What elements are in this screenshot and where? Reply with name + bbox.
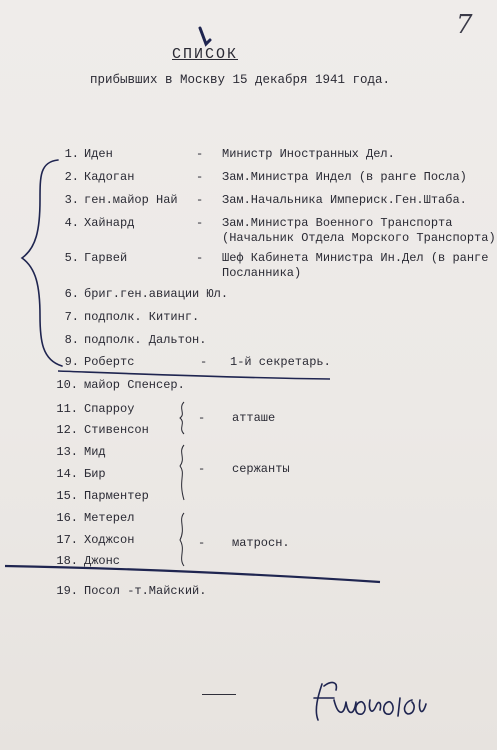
item-name: Мид (84, 445, 106, 459)
page-number: 7 (456, 10, 473, 40)
footer-dash (202, 694, 236, 695)
item-number: 6. (64, 287, 79, 301)
item-name: Посол -т.Майский. (84, 584, 207, 598)
small-brace (180, 445, 184, 500)
item-name: бриг.ген.авиации Юл. (84, 287, 229, 301)
item-name: Ходжсон (84, 533, 135, 547)
group-label: матросн. (232, 536, 290, 550)
item-number: 1. (64, 147, 79, 161)
item-name: Кадоган (84, 170, 135, 184)
item-name: подполк. Дальтон. (84, 333, 207, 347)
item-description-line: Зам.Министра Военного Транспорта (222, 216, 453, 230)
item-name: Метерел (84, 511, 135, 525)
item-number: 8. (64, 333, 79, 347)
item-dash: - (196, 147, 204, 161)
separator-line (5, 566, 380, 582)
item-description: Зам.Министра Индел (в ранге Посла) (222, 170, 467, 184)
item-description-line: (Начальник Отдела Морского Транспорта) (222, 231, 496, 245)
signature-icon (308, 676, 428, 726)
item-name: Спарроу (84, 402, 135, 416)
item-number: 3. (64, 193, 79, 207)
item-name: Парментер (84, 489, 149, 503)
item-number: 19. (56, 584, 78, 598)
item-number: 10. (56, 378, 78, 392)
document-title: СПИСОК (172, 46, 239, 63)
item-number: 18. (56, 554, 78, 568)
item-dash: - (200, 355, 208, 369)
item-number: 16. (56, 511, 78, 525)
item-description-line: Посланника) (222, 266, 302, 280)
item-dash: - (196, 216, 204, 230)
small-brace (180, 402, 184, 434)
item-name: подполк. Китинг. (84, 310, 200, 324)
item-number: 7. (64, 310, 79, 324)
item-description-line: Шеф Кабинета Министра Ин.Дел (в ранге (222, 251, 489, 265)
item-name: ген.майор Най (84, 193, 178, 207)
group-label: сержанты (232, 462, 290, 476)
item-dash: - (196, 170, 204, 184)
document-subtitle: прибывших в Москву 15 декабря 1941 года. (90, 73, 391, 87)
item-name: майор Спенсер. (84, 378, 185, 392)
item-dash: - (196, 193, 204, 207)
item-number: 2. (64, 170, 79, 184)
item-name: Робертс (84, 355, 135, 369)
item-number: 12. (56, 423, 78, 437)
item-name: Бир (84, 467, 106, 481)
item-name: Стивенсон (84, 423, 149, 437)
group-dash: - (198, 536, 206, 550)
item-number: 4. (64, 216, 79, 230)
item-description: Зам.Начальника Империск.Ген.Штаба. (222, 193, 467, 207)
large-curly-brace (22, 160, 62, 366)
item-number: 13. (56, 445, 78, 459)
item-name: Джонс (84, 554, 121, 568)
separator-line (58, 371, 330, 379)
item-number: 5. (64, 251, 79, 265)
item-number: 9. (64, 355, 79, 369)
item-description: 1-й секретарь. (230, 355, 331, 369)
item-dash: - (196, 251, 204, 265)
item-number: 15. (56, 489, 78, 503)
item-description: Министр Иностранных Дел. (222, 147, 395, 161)
pen-mark-icon (200, 28, 210, 44)
item-number: 11. (56, 402, 78, 416)
item-name: Гарвей (84, 251, 128, 265)
group-dash: - (198, 462, 206, 476)
group-label: атташе (232, 411, 276, 425)
group-dash: - (198, 411, 206, 425)
item-name: Иден (84, 147, 113, 161)
small-brace (180, 513, 184, 566)
item-number: 17. (56, 533, 78, 547)
item-number: 14. (56, 467, 78, 481)
item-name: Хайнард (84, 216, 135, 230)
